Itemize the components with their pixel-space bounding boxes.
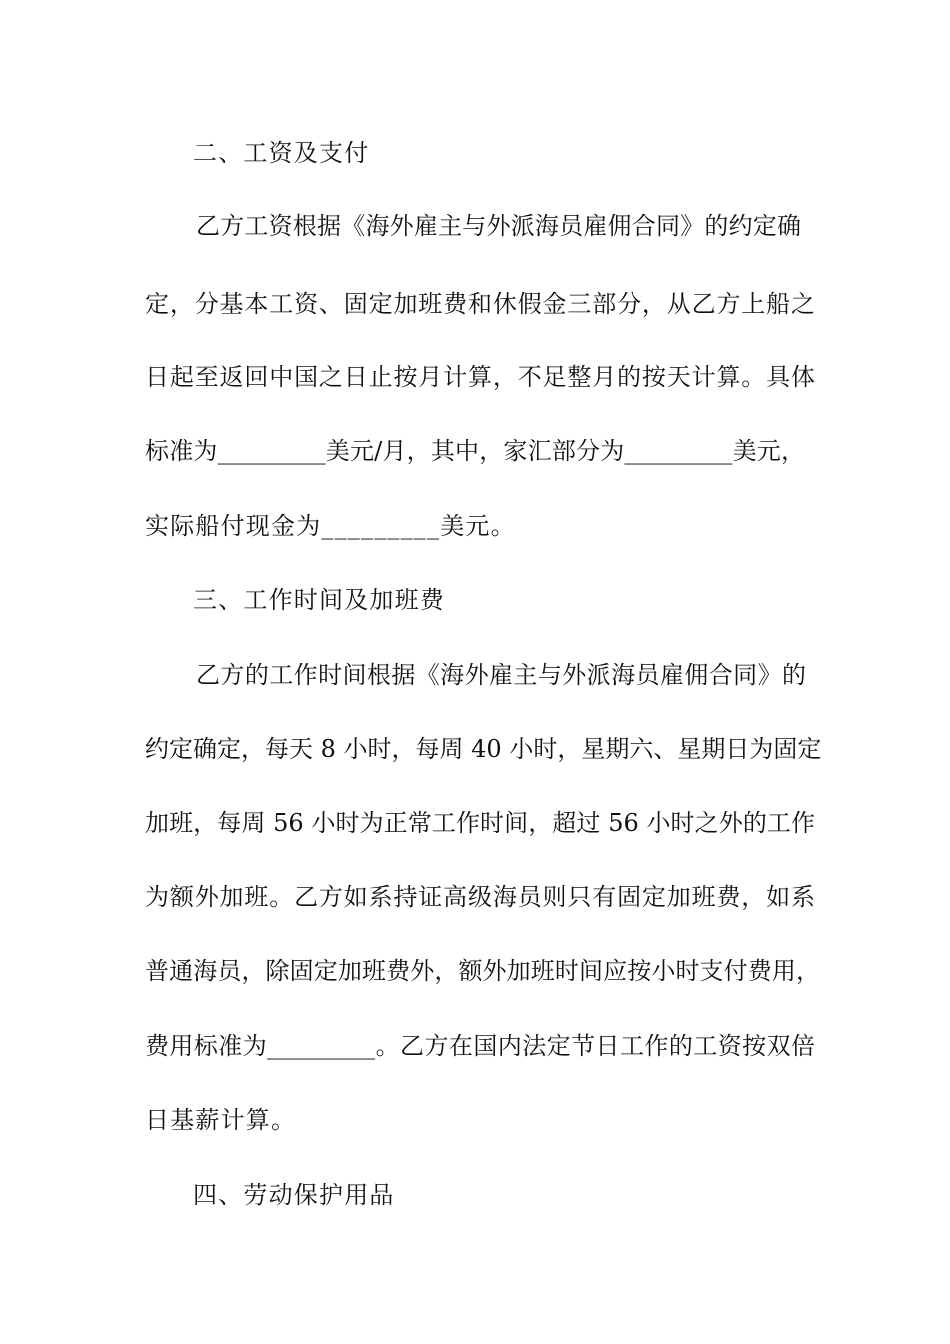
paragraph-line: 普通海员，除固定加班费外，额外加班时间应按小时支付费用，	[145, 957, 820, 985]
paragraph-line: 加班，每周 56 小时为正常工作时间，超过 56 小时之外的工作	[145, 809, 815, 837]
paragraph-line: 标准为_________美元/月，其中，家汇部分为_________美元，	[145, 437, 805, 465]
paragraph-line: 乙方的工作时间根据《海外雇主与外派海员雇佣合同》的	[196, 661, 806, 689]
section-heading-working-hours: 三、工作时间及加班费	[193, 586, 445, 614]
section-heading-protective-equipment: 四、劳动保护用品	[193, 1181, 395, 1209]
paragraph-line: 为额外加班。乙方如系持证高级海员则只有固定加班费，如系	[145, 883, 815, 911]
paragraph-line: 日基薪计算。	[145, 1106, 297, 1134]
paragraph-line: 实际船付现金为_________美元。	[145, 512, 516, 540]
paragraph-line: 费用标准为_________。乙方在国内法定节日工作的工资按双倍	[145, 1032, 815, 1060]
paragraph-line: 定，分基本工资、固定加班费和休假金三部分，从乙方上船之	[145, 290, 815, 318]
paragraph-line: 乙方工资根据《海外雇主与外派海员雇佣合同》的约定确	[196, 212, 801, 240]
section-heading-wages: 二、工资及支付	[193, 139, 370, 167]
paragraph-line: 日起至返回中国之日止按月计算，不足整月的按天计算。具体	[145, 363, 815, 391]
paragraph-line: 约定确定，每天 8 小时，每周 40 小时，星期六、星期日为固定	[145, 735, 822, 763]
